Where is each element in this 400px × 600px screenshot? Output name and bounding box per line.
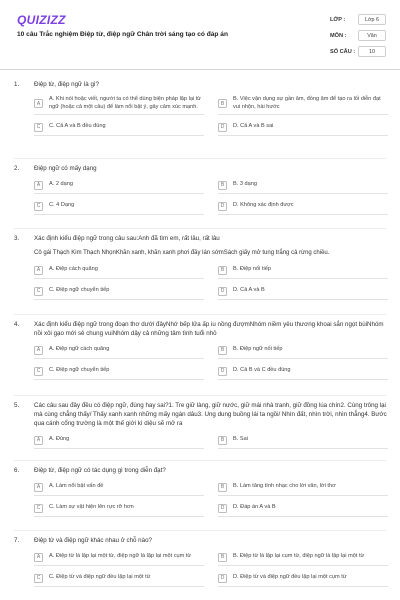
question-number: 3. bbox=[14, 235, 20, 242]
option-letter: D bbox=[218, 367, 227, 376]
answer-option-b[interactable] bbox=[218, 96, 388, 115]
question-text: Điệp ngữ có mấy dạng bbox=[34, 165, 97, 172]
answer-option-b[interactable] bbox=[218, 552, 388, 566]
answer-grid bbox=[34, 265, 388, 300]
answer-option-d[interactable] bbox=[218, 122, 388, 136]
option-letter: D bbox=[218, 123, 227, 132]
option-letter: A bbox=[34, 266, 43, 275]
answer-text: C. 4 Dạng bbox=[49, 202, 75, 209]
meta-row-class bbox=[330, 13, 386, 26]
answer-option-d[interactable] bbox=[218, 201, 388, 215]
meta-label-count: SỐ CÂU : bbox=[330, 48, 356, 55]
answer-text: A. Khi nói hoặc viết, người ta có thể dùng biện pháp lặp lại từ ngữ (hoặc cả một câu) để làm nổi bật ý, gây cảm xúc mạnh. bbox=[49, 96, 202, 110]
question-number: 7. bbox=[14, 537, 20, 544]
answer-text: D. Đáp án A và B bbox=[233, 504, 276, 511]
option-letter: B bbox=[218, 436, 227, 445]
answer-text: C. Điệp ngữ chuyển tiếp bbox=[49, 287, 110, 294]
question-text: Xác định kiểu điệp ngữ trong đoạn thơ dưới đâyNhớ bếp lửa ấp iu nồng đượmNhóm niềm yêu thương khoai sắn ngọt bùiNhóm nồi xôi gạo mới sẻ chung vuiNhóm dậy cả những tâm tình tuổi nhỏ bbox=[34, 321, 384, 337]
answer-grid bbox=[34, 180, 388, 215]
option-letter: C bbox=[34, 367, 43, 376]
answer-text: A. Điệp ngữ cách quãng bbox=[49, 346, 110, 353]
answer-option-c[interactable] bbox=[34, 573, 204, 587]
answer-option-a[interactable] bbox=[34, 435, 204, 449]
meta-row-subject bbox=[330, 29, 386, 42]
question-text: Các câu sau đây đều có điệp ngữ, đúng hay sai?1. Tre giữ làng, giữ nước, giữ mái nhà tranh, giữ đồng lúa chín2. Cùng trông lại mà cùng chẳng thấy/ Thấy xanh xanh những mấy ngàn dâu3. Ung dung buồng lái ta ngồi/ Nhìn đất, nhìn trời, nhìn thẳng4. Bước qua cánh cổng trường là một thế giới kì diệu sẽ mở ra bbox=[34, 402, 387, 427]
question-divider bbox=[14, 395, 386, 396]
option-letter: C bbox=[34, 202, 43, 211]
question-text: Điệp từ, điệp ngữ là gì? bbox=[34, 81, 100, 88]
option-letter: D bbox=[218, 504, 227, 513]
question-divider bbox=[14, 158, 386, 159]
answer-option-c[interactable] bbox=[34, 503, 204, 517]
meta-value-class: Lớp 6 bbox=[358, 14, 386, 25]
answer-text: C. Cả A và B đều đúng bbox=[49, 123, 106, 130]
question-text: Điệp từ, điệp ngữ có tác dụng gì trong diễn đạt? bbox=[34, 467, 166, 474]
option-letter: B bbox=[218, 346, 227, 355]
answer-text: B. Làm tăng tính nhạc cho lời văn, lời thơ bbox=[233, 483, 336, 490]
answer-option-c[interactable] bbox=[34, 366, 204, 380]
option-letter: B bbox=[218, 99, 227, 108]
answer-option-a[interactable] bbox=[34, 552, 204, 566]
option-letter: A bbox=[34, 553, 43, 562]
answer-text: D. Không xác định được bbox=[233, 202, 294, 209]
option-letter: C bbox=[34, 123, 43, 132]
question-divider bbox=[14, 228, 386, 229]
question-7 bbox=[14, 536, 388, 587]
answer-option-b[interactable] bbox=[218, 435, 388, 449]
answer-text: B. 3 dạng bbox=[233, 181, 257, 188]
question-number: 1. bbox=[14, 81, 20, 88]
answer-option-b[interactable] bbox=[218, 180, 388, 194]
question-2 bbox=[14, 164, 388, 215]
answer-text: A. 2 dạng bbox=[49, 181, 73, 188]
answer-text: D. Điệp từ và điệp ngữ đều lặp lại một cụm từ bbox=[233, 574, 347, 581]
answer-grid bbox=[34, 96, 388, 136]
meta-label-subject: MÔN : bbox=[330, 32, 347, 39]
answer-option-a[interactable] bbox=[34, 345, 204, 359]
question-6 bbox=[14, 466, 388, 517]
answer-text: A. Làm nổi bật vấn đề bbox=[49, 483, 104, 490]
answer-option-c[interactable] bbox=[34, 122, 204, 136]
answer-option-b[interactable] bbox=[218, 265, 388, 279]
option-letter: D bbox=[218, 287, 227, 296]
answer-text: B. Điệp từ là lặp lại cụm từ, điệp ngữ là lặp lại một từ bbox=[233, 553, 365, 560]
question-1 bbox=[14, 80, 388, 136]
question-number: 6. bbox=[14, 467, 20, 474]
answer-option-c[interactable] bbox=[34, 286, 204, 300]
answer-text: A. Điệp cách quãng bbox=[49, 266, 98, 273]
meta-row-count bbox=[330, 45, 386, 58]
answer-text: C. Làm sự vật hiện lên rực rỡ hơn bbox=[49, 504, 134, 511]
answer-text: D. Cả B và C đều đúng bbox=[233, 367, 291, 374]
answer-text: C. Điệp ngữ chuyển tiếp bbox=[49, 367, 110, 374]
meta-value-subject: Văn bbox=[358, 30, 386, 41]
answer-option-d[interactable] bbox=[218, 503, 388, 517]
option-letter: A bbox=[34, 181, 43, 190]
answer-text: A. Đúng bbox=[49, 436, 70, 443]
answer-grid bbox=[34, 345, 388, 380]
answer-text: B. Điệp nối tiếp bbox=[233, 266, 271, 273]
question-passage: Cô gái Thạch Kim Thạch NhọnKhăn xanh, khăn xanh phơi đầy lán sớmSách giấy mở tung trắng cả rừng chiều. bbox=[34, 250, 330, 256]
option-letter: A bbox=[34, 346, 43, 355]
answer-option-a[interactable] bbox=[34, 265, 204, 279]
option-letter: A bbox=[34, 483, 43, 492]
option-letter: D bbox=[218, 574, 227, 583]
option-letter: B bbox=[218, 266, 227, 275]
question-number: 5. bbox=[14, 402, 20, 409]
option-letter: C bbox=[34, 574, 43, 583]
question-divider bbox=[14, 530, 386, 531]
answer-option-a[interactable] bbox=[34, 180, 204, 194]
question-3 bbox=[14, 234, 388, 300]
question-divider bbox=[14, 314, 386, 315]
answer-text: C. Điệp từ và điệp ngữ đều lặp lại một từ bbox=[49, 574, 151, 581]
answer-text: B. Sai bbox=[233, 436, 248, 443]
answer-option-d[interactable] bbox=[218, 366, 388, 380]
answer-grid bbox=[34, 552, 388, 587]
question-number: 2. bbox=[14, 165, 20, 172]
worksheet-title: 10 câu Trắc nghiệm Điệp từ, điệp ngữ Chân trời sáng tạo có đáp án bbox=[17, 31, 228, 38]
answer-grid bbox=[34, 482, 388, 517]
question-4 bbox=[14, 320, 388, 380]
answer-text: A. Điệp từ là lặp lại một từ, điệp ngữ là lặp lại một cụm từ bbox=[49, 553, 192, 560]
question-number: 4. bbox=[14, 321, 20, 328]
answer-text: D. Cả A và B sai bbox=[233, 123, 274, 130]
meta-value-count: 10 bbox=[358, 46, 386, 57]
answer-option-a[interactable] bbox=[34, 96, 204, 115]
meta-label-class: LỚP : bbox=[330, 16, 346, 23]
option-letter: B bbox=[218, 483, 227, 492]
answer-text: B. Việc vận dụng sự gần âm, đồng âm để tạo ra lối diễn đạt vui nhộn, hài hước bbox=[233, 96, 381, 110]
answer-text: B. Điệp ngữ nối tiếp bbox=[233, 346, 283, 353]
worksheet-meta bbox=[330, 13, 386, 61]
question-divider bbox=[14, 460, 386, 461]
option-letter: D bbox=[218, 202, 227, 211]
answer-option-b[interactable] bbox=[218, 482, 388, 496]
answer-text: D. Cả A và B bbox=[233, 287, 265, 294]
answer-grid bbox=[34, 435, 388, 449]
answer-option-c[interactable] bbox=[34, 201, 204, 215]
question-text: Xác định kiểu điệp ngữ trong câu sau:Anh đã tìm em, rất lâu, rất lâu bbox=[34, 235, 220, 242]
worksheet-header bbox=[0, 0, 400, 70]
option-letter: A bbox=[34, 99, 43, 108]
answer-option-d[interactable] bbox=[218, 573, 388, 587]
option-letter: B bbox=[218, 553, 227, 562]
answer-option-b[interactable] bbox=[218, 345, 388, 359]
answer-option-d[interactable] bbox=[218, 286, 388, 300]
option-letter: C bbox=[34, 287, 43, 296]
option-letter: B bbox=[218, 181, 227, 190]
option-letter: A bbox=[34, 436, 43, 445]
option-letter: C bbox=[34, 504, 43, 513]
question-text: Điệp từ và điệp ngữ khác nhau ở chỗ nào? bbox=[34, 537, 152, 544]
question-5 bbox=[14, 401, 388, 449]
quizizz-logo: QUIZIZZ bbox=[17, 13, 66, 27]
answer-option-a[interactable] bbox=[34, 482, 204, 496]
